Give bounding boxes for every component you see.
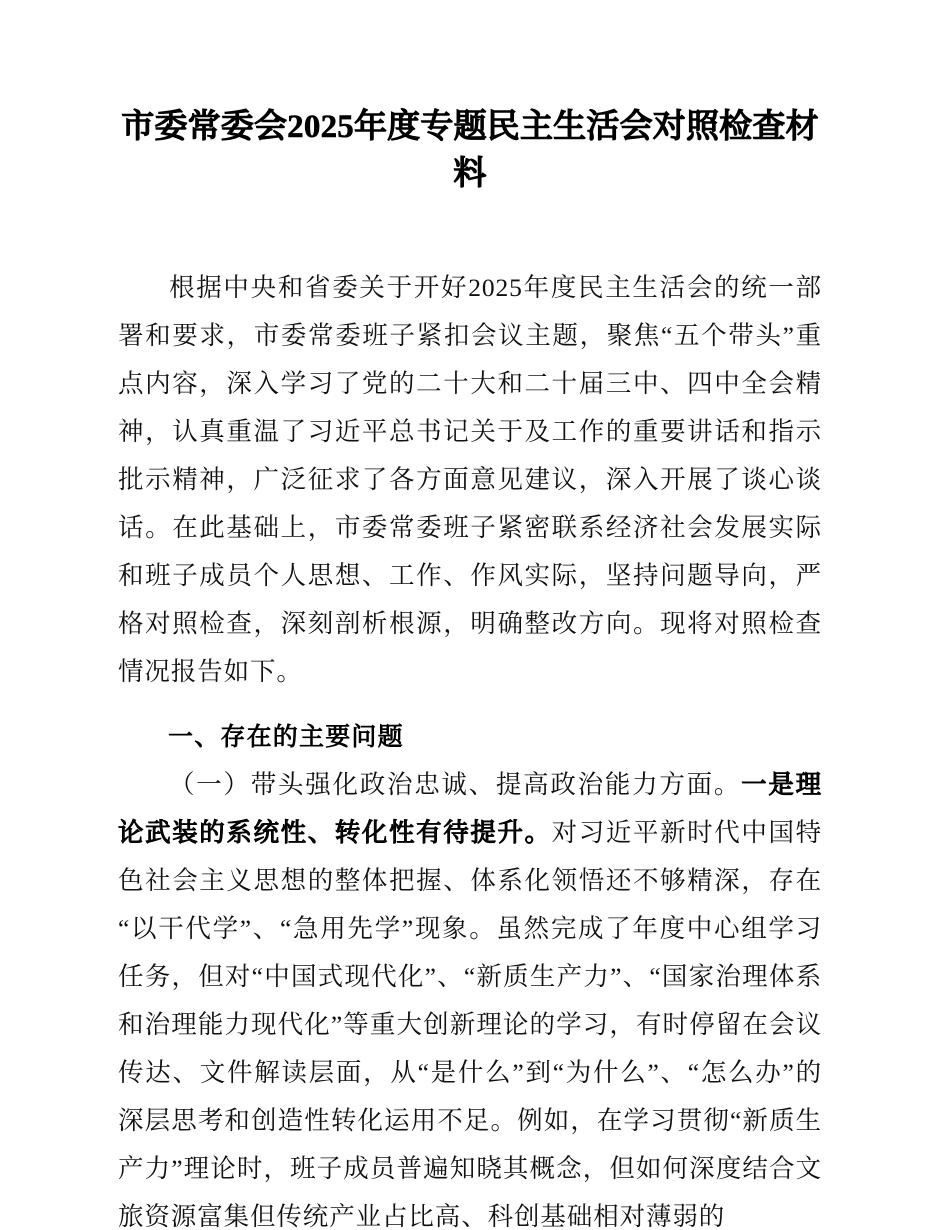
subsection-lead-text: （一）带头强化政治忠诚、提高政治能力方面。 <box>169 770 742 799</box>
subsection-emphasis-text: 一是理论武装的系统性、转化性有待提升。 <box>118 770 822 847</box>
section-heading-existing-problems: 一、存在的主要问题 <box>168 723 404 751</box>
document-title: 市委常委会2025年度专题民主生活会对照检查材料 <box>121 109 819 192</box>
heading-spacer <box>118 696 822 713</box>
intro-paragraph: 根据中央和省委关于开好2025年度民主生活会的统一部署和要求，市委常委班子紧扣会议主题，聚焦“五个带头”重点内容，深入学习了党的二十大和二十届三中、四中全会精神，认真重温了习近平总书记关于及工作的重要讲话和指示批示精神，广泛征求了各方面意见建议，深入开展了谈心谈话。在此基础上，市委常委班子紧密联系经济社会发展实际和班子成员个人思想、工作、作风实际，坚持问题导向，严格对照检查，深刻剖析根源，明确整改方向。现将对照检查情况报告如下。 <box>118 273 822 686</box>
document-content-column <box>118 0 822 1230</box>
subsection-body-text: 对习近平新时代中国特色社会主义思想的整体把握、体系化领悟还不够精深，存在“以干代学”、“急用先学”现象。虽然完成了年度中心组学习任务，但对“中国式现代化”、“新质生产力”、“国家治理体系和治理能力现代化”等重大创新理论的学习，有时停留在会议传达、文件解读层面，从“是什么”到“为什么”、“怎么办”的深层思考和创造性转化运用不足。例如，在学习贯彻“新质生产力”理论时，班子成员普遍知晓其概念，但如何深度结合文旅资源富集但传统产业占比高、科创基础相对薄弱的 <box>118 818 822 1230</box>
subsection-paragraph-1 <box>118 761 822 1230</box>
title-spacer <box>118 198 822 264</box>
